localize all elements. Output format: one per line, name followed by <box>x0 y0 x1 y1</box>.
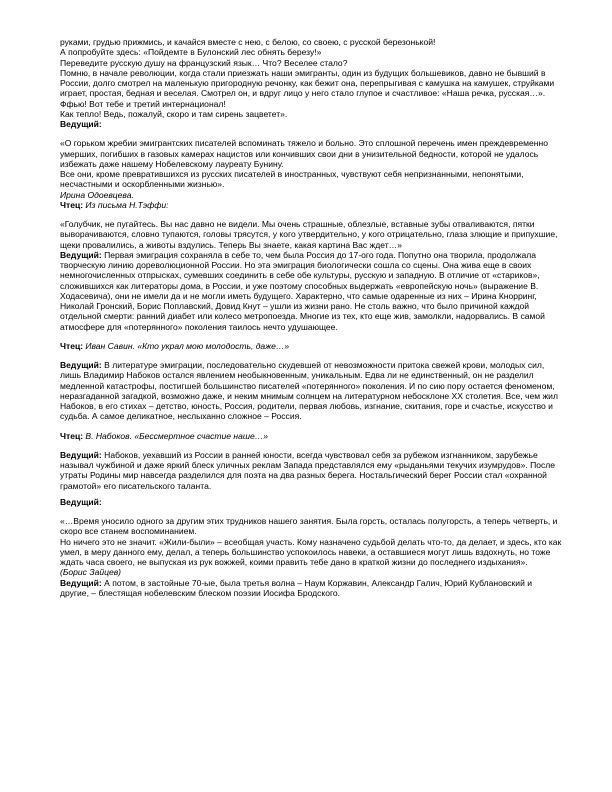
quote-attribution <box>60 567 562 577</box>
quote-paragraph <box>60 516 562 537</box>
text-run: Первая эмиграция сохраняла в себе то, чем была Россия до 17-ого года. Попутно она творила, продолжала творческую линию дореволюционной России. Но эта эмиграция биологически сошла со сцены. Она жива еще в своих немногочисленных отпрысках, сумевших соединить в себе обе культуры, русскую и западную. В отличие от «стариков», сложившихся как литераторы дома, в России, и уже поэтому способных выдержать «европейскую ночь» (выражение В. Ходасевича), они не имели да и не могли иметь будущего. Характерно, что самые одаренные из них – Ирина Кнорринг, Николай Гронский, Борис Поплавский, Довид Кнут – ушли из жизни рано. Не столь важно, что было причиной каждой отдельной смерти: ранний диабет или колесо метропоезда. Многие из тех, кто еще жив, замолкли, надорвались. В самой атмосфере для «потерянного» поколения таилось нечто удушающее. <box>60 249 545 332</box>
bold-run: Ведущий: <box>60 360 105 370</box>
text-paragraph <box>60 109 562 119</box>
bold-run: Ведущий: <box>60 119 102 129</box>
quote-paragraph <box>60 537 562 568</box>
text-run: «Голубчик, не пугайтесь. Вы нас давно не видели. Мы очень страшные, облезлые, вставные зубы отваливаются, пятки выворачиваются, словно тупаются, головы трясутся, у кого утвердительно, у кого отрицательно, глаза злющие и припухшие, щеки провалились, а животы вздулись. Теперь Вы знаете, какая картина Вас ждет…» <box>60 219 558 250</box>
text-run: Переведите русскую душу на французский язык… Что? Веселее стало? <box>60 57 348 68</box>
text-run: «…Время уносило одного за другим этих трудников нашего занятия. Была горсть, осталась полугорсть, а теперь четверть, и скоро все станем воспоминанием. <box>60 516 558 537</box>
speaker-label <box>60 119 562 129</box>
text-run: «О горьком жребии эмигрантских писателей вспоминать тяжело и больно. Это сплошной перечень имен преждевременно умерших, погибших в газовых камерах нацистов или кончивших свои дни в унизительной бедности, которой не удалось избежать даже нашему Нобелевскому лауреату Бунину. <box>60 138 548 169</box>
text-run: Все они, кроме превратившихся из русских писателей в иностранных, чувствуют себя непризнанными, непонятыми, несчастными и оскорбленными жизнью». <box>60 169 524 190</box>
speaker-label <box>60 497 562 507</box>
italic-run: В. Набоков. «Бессмертное счастие наше…» <box>85 430 268 441</box>
reader-line <box>60 341 562 351</box>
bold-run: Ведущий: <box>60 449 105 460</box>
bold-run: Ведущий: <box>60 496 102 507</box>
text-paragraph <box>60 68 562 99</box>
text-paragraph <box>60 37 562 47</box>
bold-run: Чтец: <box>60 430 86 441</box>
quote-attribution <box>60 190 562 200</box>
bold-run: Чтец: <box>60 199 86 210</box>
reader-line <box>60 431 562 441</box>
bold-run: Ведущий: <box>60 249 105 260</box>
text-paragraph <box>60 47 562 57</box>
quote-paragraph <box>60 138 562 169</box>
text-run: Ффью! Вот тебе и третий интернационал! <box>60 98 226 109</box>
text-run: В литературе эмиграции, последовательно скудевшей от невозможности притока свежей крови, молодых сил, лишь Владимир Набоков остался явлением необыкновенным, уникальным. Едва ли не единственный, он не разделил медленной катастрофы, постигшей большинство писателей «потерянного» поколения. И по сию пору остается феноменом, неразгаданной загадкой, возможно даже, и неким мнимым солнцем на литературном небосклоне XX столетия. Все, чем жил Набоков, в его стихах – детство, юность, Россия, родители, первая любовь, изгнание, скитания, горе и счастье, искусство и судьба. А самое деликатное, неслыханно сложное – Россия. <box>60 360 558 422</box>
host-paragraph <box>60 578 562 599</box>
italic-run: (Борис Зайцев) <box>60 567 122 578</box>
host-paragraph <box>60 450 562 491</box>
text-paragraph <box>60 99 562 109</box>
text-run: Набоков, уехавший из России в ранней юности, всегда чувствовал себя за рубежом изгнанником, зарубежье называл чужбиной и даже яркий блеск уличных реклам Запада представлялся ему «рыданьями текучих изумрудов». После утраты Родины мир навсегда разделился для поэта на два разных берега. Ностальгический берег России стал «охранной грамотой» его писательского таланта. <box>60 449 556 491</box>
italic-run: Иван Савин. «Кто украл мою молодость, даже…» <box>85 340 290 351</box>
italic-run: Из письма Н.Тэффи: <box>85 199 169 210</box>
bold-run: Чтец: <box>60 340 86 351</box>
text-run: Как тепло! Ведь, пожалуй, скоро и там сирень зацветет». <box>60 108 288 119</box>
quote-paragraph <box>60 219 562 250</box>
italic-run: Ирина Одоевцева. <box>60 189 134 200</box>
text-run: Но ничего это не значит. «Жили-были» – всеобщая участь. Кому назначено судьбой делать что-то, да делает, и здесь, кто как умел, в меру данного ему, делал, а теперь большинство успокоилось навеки, а оставшиеся могут лишь вздохнуть, но тоже ждать часа своего, не выпуская из рук вожжей, коими править тебе дано в краткой жизни до последнего издыхания». <box>60 536 562 567</box>
host-paragraph <box>60 250 562 332</box>
bold-run: Ведущий: <box>60 577 105 588</box>
host-paragraph <box>60 360 562 422</box>
text-run: руками, грудью прижмись, и качайся вместе с нею, с белою, со своею, с русской березонькой! <box>60 37 436 47</box>
text-run: А потом, в застойные 70-ые, была третья волна – Наум Коржавин, Александр Галич, Юрий Кублановский и другие, – блестящая нобелевским блеском поэзии Иосифа Бродского. <box>60 577 532 598</box>
text-run: А попробуйте здесь: «Пойдемте в Булонский лес обнять березу!» <box>60 47 322 58</box>
text-paragraph <box>60 58 562 68</box>
quote-paragraph <box>60 169 562 190</box>
text-run: Помню, в начале революции, когда стали приезжать наши эмигранты, один из будущих большевиков, давно не бывший в России, долго смотрел на маленькую пригородную речонку, как бежит она, перепрыгивая с камушка на камушек, струйками играет, простая, бедная и веселая. Смотрел он, и вдруг лицо у него стало глупое и счастливое: «Наша речка, русская…». <box>60 67 555 99</box>
reader-line <box>60 200 562 210</box>
